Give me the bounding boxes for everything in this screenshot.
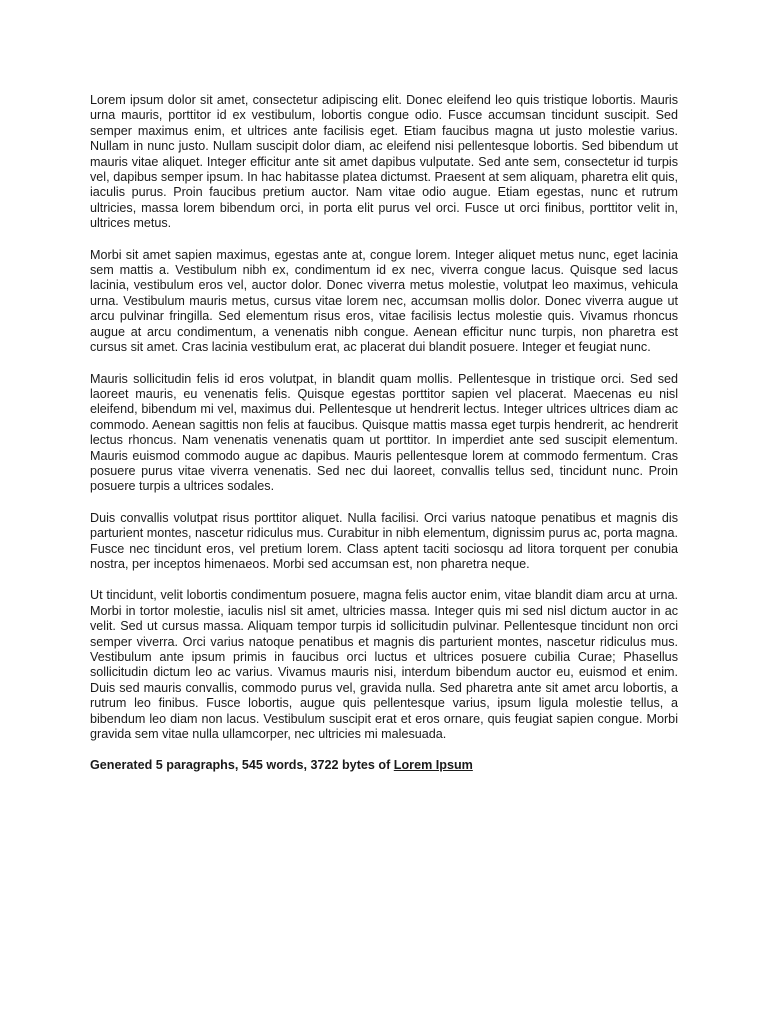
generation-summary	[90, 758, 678, 773]
lorem-ipsum-link[interactable]: Lorem Ipsum	[393, 758, 473, 773]
document-page	[90, 93, 678, 774]
paragraph-3: Mauris sollicitudin felis id eros volutpat, in blandit quam mollis. Pellentesque in tristique orci. Sed sed laoreet mauris, eu venenatis felis. Quisque egestas porttitor sapien vel placerat. Maecenas eu nisl eleifend, bibendum mi vel, maximus dui. Pellentesque ut hendrerit lectus. Integer ultrices ultrices diam ac commodo. Aenean sagittis non felis at faucibus. Quisque mattis massa eget turpis hendrerit, ac hendrerit lectus rhoncus. Nam venenatis venenatis quam ut porttitor. In imperdiet ante sed suscipit elementum. Mauris euismod commodo augue ac dapibus. Mauris pellentesque lorem at commodo fermentum. Cras posuere purus vitae viverra venenatis. Sed nec dui laoreet, convallis tellus sed, tincidunt nunc. Proin posuere turpis a ultrices sodales.	[90, 371, 678, 494]
paragraph-4: Duis convallis volutpat risus porttitor aliquet. Nulla facilisi. Orci varius natoque penatibus et magnis dis parturient montes, nascetur ridiculus mus. Curabitur in nibh elementum, dignissim purus ac, porta magna. Fusce nec tincidunt eros, vel pretium lorem. Class aptent taciti sociosqu ad litora torquent per conubia nostra, per inceptos himenaeos. Morbi sed accumsan est, non pharetra neque.	[90, 510, 678, 571]
paragraph-2: Morbi sit amet sapien maximus, egestas ante at, congue lorem. Integer aliquet metus nunc, eget lacinia sem mattis a. Vestibulum nibh ex, condimentum id ex nec, viverra congue lacus. Quisque sed lacus lacinia, vestibulum eros vel, auctor dolor. Donec viverra metus molestie, volutpat leo maximus, vehicula urna. Vestibulum mauris metus, cursus vitae lorem nec, accumsan mollis dolor. Donec viverra augue ut arcu pulvinar fringilla. Sed elementum risus eros, vitae facilisis lectus molestie quis. Vivamus rhoncus augue at arcu condimentum, a venenatis nibh congue. Aenean efficitur nunc turpis, non pharetra est cursus sit amet. Cras lacinia vestibulum erat, ac placerat dui blandit posuere. Integer et feugiat nunc.	[90, 247, 678, 355]
summary-text: Generated 5 paragraphs, 545 words, 3722 bytes of	[90, 758, 394, 773]
paragraph-5: Ut tincidunt, velit lobortis condimentum posuere, magna felis auctor enim, vitae blandit diam arcu at urna. Morbi in tortor molestie, iaculis nisl sit amet, ultricies massa. Integer quis mi sed nisl dictum auctor in ac velit. Sed ut cursus massa. Aliquam tempor turpis id sollicitudin pulvinar. Pellentesque tincidunt non orci semper viverra. Orci varius natoque penatibus et magnis dis parturient montes, nascetur ridiculus mus. Vestibulum ante ipsum primis in faucibus orci luctus et ultrices posuere cubilia Curae; Phasellus sollicitudin dictum leo ac varius. Vivamus mauris nisi, interdum bibendum auctor eu, euismod et enim. Duis sed mauris convallis, commodo purus vel, gravida nulla. Sed pharetra ante sit amet arcu lobortis, a rutrum leo finibus. Fusce lobortis, augue quis pellentesque varius, ipsum ligula molestie tellus, a bibendum leo diam non lacus. Vestibulum suscipit erat et eros ornare, quis feugiat sapien congue. Morbi gravida sem vitae nulla ullamcorper, nec ultricies mi malesuada.	[90, 588, 678, 742]
paragraph-1: Lorem ipsum dolor sit amet, consectetur adipiscing elit. Donec eleifend leo quis tristique lobortis. Mauris urna mauris, porttitor id ex vestibulum, lobortis congue odio. Fusce accumsan tincidunt suscipit. Sed semper maximus enim, et ultrices ante facilisis eget. Etiam faucibus magna ut justo molestie varius. Nullam in nunc justo. Nullam suscipit dolor diam, ac eleifend nisi pellentesque lobortis. Sed bibendum ut mauris vitae aliquet. Integer efficitur ante sit amet dapibus vulputate. Sed ante sem, consectetur id turpis vel, dapibus semper ipsum. In hac habitasse platea dictumst. Praesent at sem aliquam, pharetra elit quis, iaculis purus. Proin faucibus pretium auctor. Nam vitae odio augue. Etiam egestas, nunc et rutrum ultricies, massa lorem bibendum orci, in porta elit purus vel orci. Fusce ut orci finibus, porttitor velit in, ultrices metus.	[90, 93, 678, 231]
